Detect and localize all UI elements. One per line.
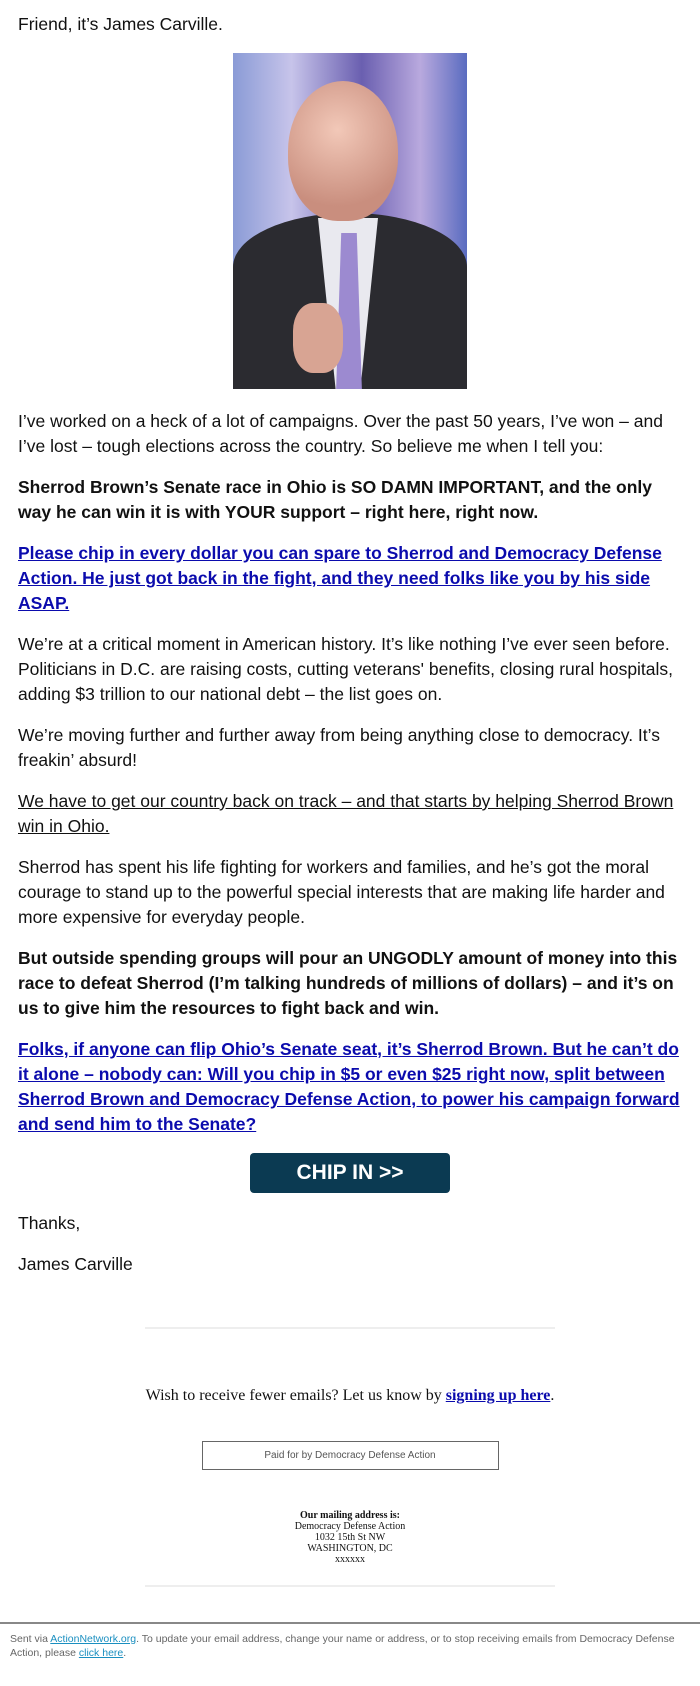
- paid-for-box: Paid for by Democracy Defense Action: [202, 1441, 499, 1470]
- signoff: Thanks,: [18, 1213, 81, 1233]
- divider: [145, 1327, 555, 1329]
- signing-up-link[interactable]: signing up here: [445, 1387, 551, 1404]
- paragraph-bold: Sherrod Brown’s Senate race in Ohio is SO DAMN IMPORTANT, and the only way he can win it is with YOUR support – right here, right now.: [18, 477, 652, 522]
- fewer-emails-text: [145, 1387, 555, 1405]
- chip-in-button[interactable]: CHIP IN >>: [250, 1153, 450, 1193]
- address-heading: Our mailing address is:: [300, 1510, 400, 1521]
- period: .: [123, 1647, 127, 1659]
- paragraph-bold: But outside spending groups will pour an UNGODLY amount of money into this race to defeat Sherrod (I’m talking hundreds of millions of dollars) – and it’s on us to give him the resources to fight back and win.: [18, 948, 678, 1018]
- fewer-emails-label: Wish to receive fewer emails? Let us know by: [145, 1387, 446, 1404]
- donate-link[interactable]: Folks, if anyone can flip Ohio’s Senate seat, it’s Sherrod Brown. But he can’t do it alone – nobody can: Will you chip in $5 or even $25 right now, split between Sherrod Brown and Democracy Defense Action, to power his campaign forward and send him to the Senate?: [18, 1039, 680, 1134]
- paragraph: We’re moving further and further away from being anything close to democracy. It’s freakin’ absurd!: [18, 725, 660, 770]
- greeting: Friend, it’s James Carville.: [18, 14, 223, 34]
- paragraph: I’ve worked on a heck of a lot of campaigns. Over the past 50 years, I’ve won – and I’ve lost – tough elections across the country. So believe me when I tell you:: [18, 411, 663, 456]
- donate-link[interactable]: Please chip in every dollar you can spare to Sherrod and Democracy Defense Action. He just got back in the fight, and they need folks like you by his side ASAP.: [18, 543, 662, 613]
- period: .: [550, 1387, 555, 1404]
- actionnetwork-link[interactable]: ActionNetwork.org: [50, 1633, 137, 1645]
- address-line: 1032 15th St NW: [314, 1532, 386, 1543]
- paragraph: We’re at a critical moment in American history. It’s like nothing I’ve ever seen before. Politicians in D.C. are raising costs, cutting veterans' benefits, closing rural hospitals, adding $3 trillion to our national debt – the list goes on.: [18, 634, 674, 704]
- mailing-address: [145, 1510, 555, 1565]
- address-line: xxxxxx: [335, 1554, 365, 1565]
- address-line: Democracy Defense Action: [294, 1521, 406, 1532]
- divider: [145, 1585, 555, 1587]
- click-here-link[interactable]: click here: [78, 1647, 124, 1659]
- paragraph-underlined: We have to get our country back on track – and that starts by helping Sherrod Brown win in Ohio.: [18, 791, 674, 836]
- update-text: . To update your email address, change your name or address, or to stop receiving emails from Democracy Defense Action, please: [10, 1633, 675, 1659]
- unsubscribe-footer: [0, 1622, 700, 1668]
- footer: [145, 1327, 555, 1587]
- signature: James Carville: [18, 1254, 133, 1274]
- paragraph: Sherrod has spent his life fighting for workers and families, and he’s got the moral courage to stand up to the powerful special interests that are making life harder and more expensive for everyday people.: [18, 857, 665, 927]
- james-carville-photo: [233, 53, 467, 389]
- address-line: WASHINGTON, DC: [307, 1543, 393, 1554]
- sent-via-label: Sent via: [10, 1633, 51, 1645]
